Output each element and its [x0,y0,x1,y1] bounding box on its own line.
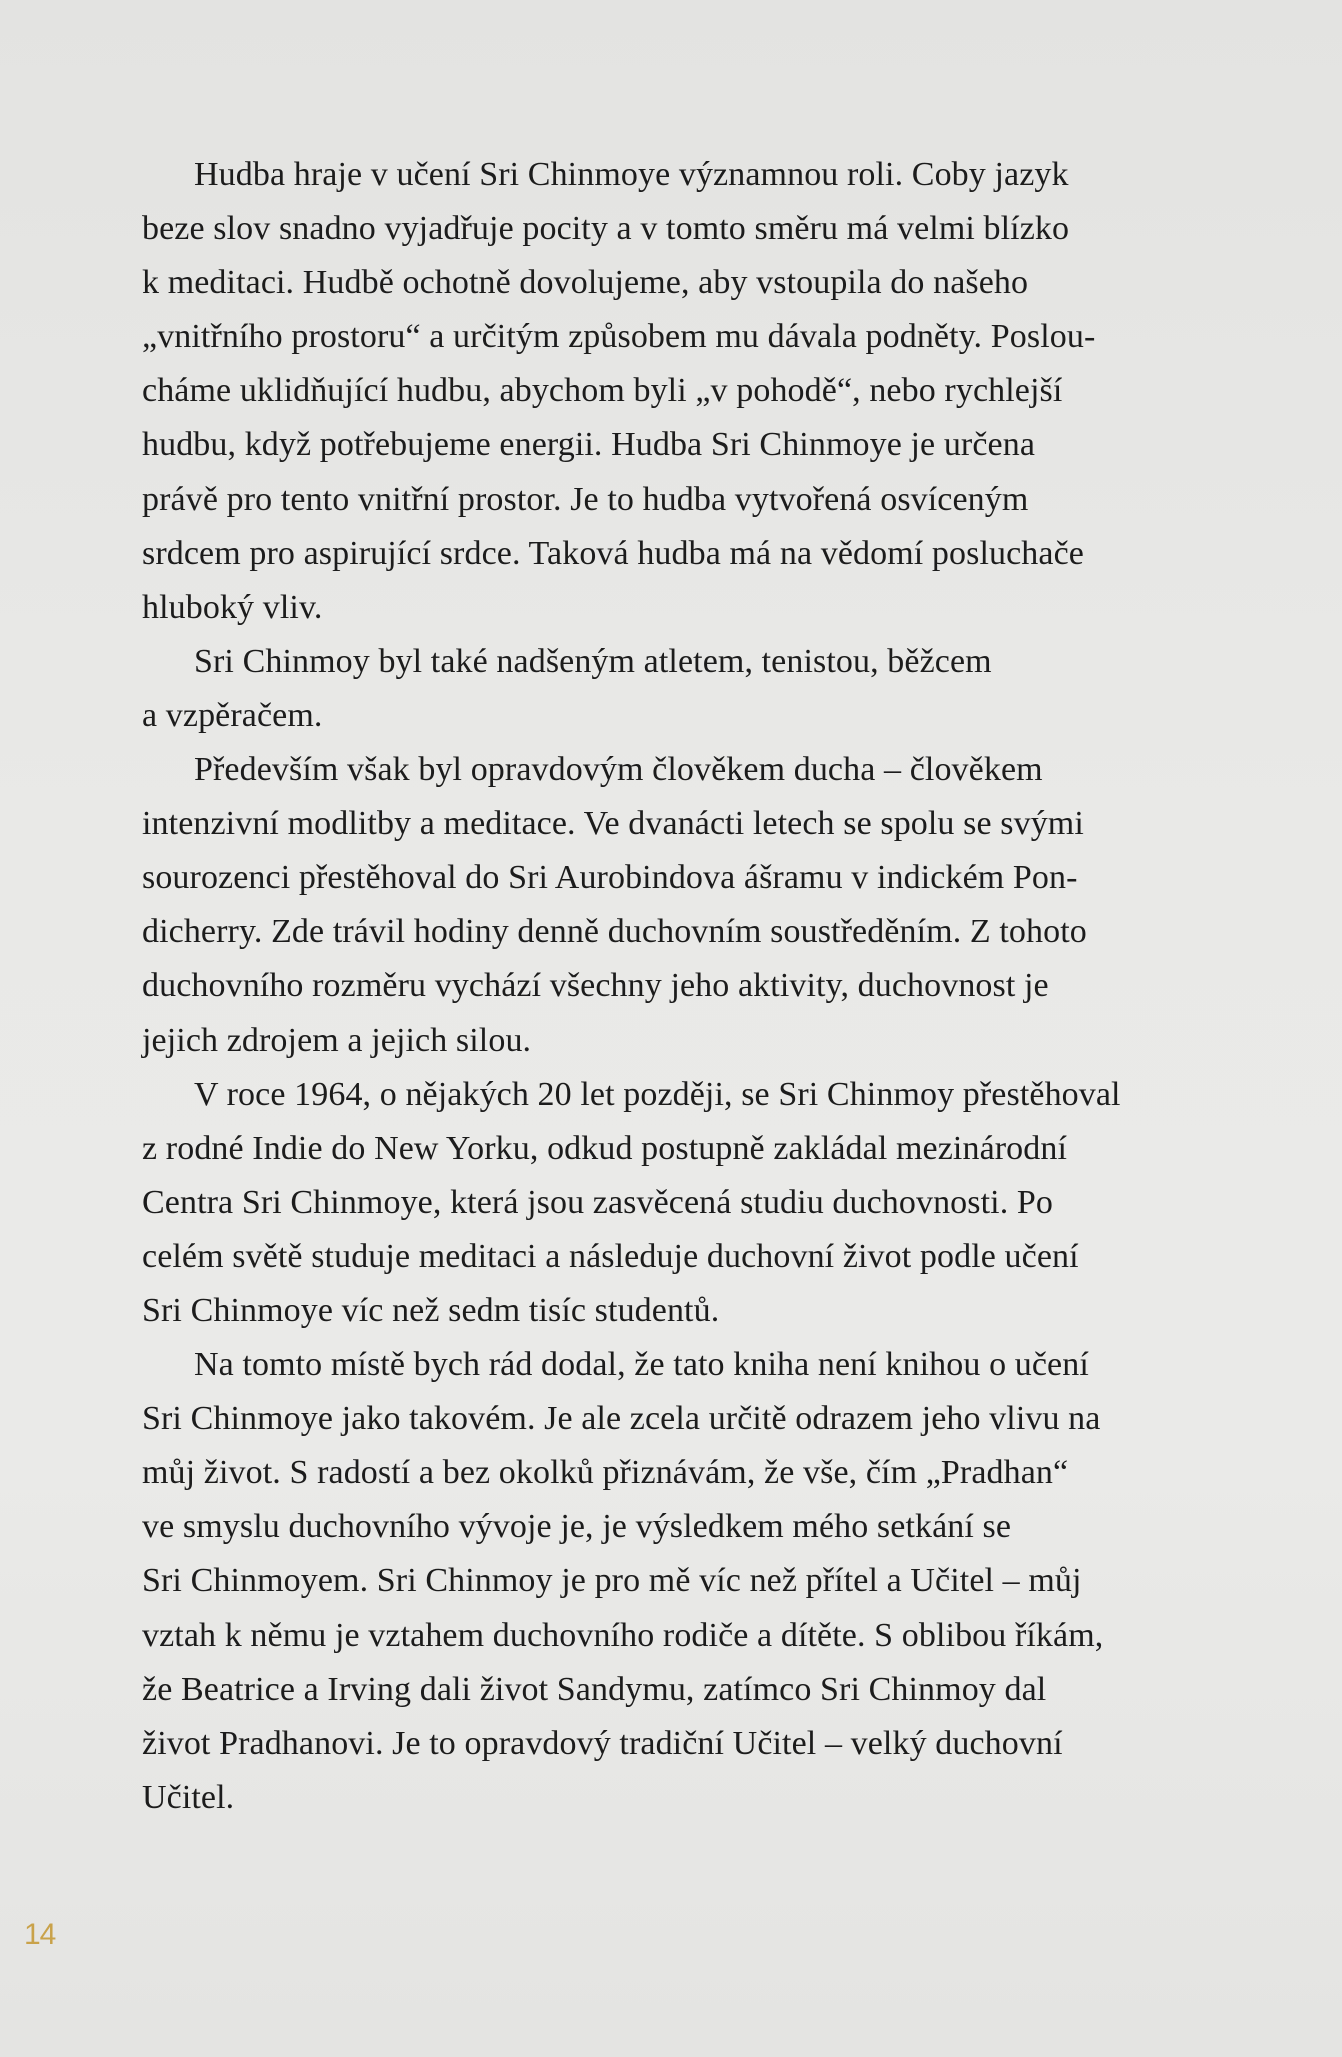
text-line: Učitel. [142,1778,235,1816]
text-line: beze slov snadno vyjadřuje pocity a v tomto směru má velmi blízko [142,210,1070,248]
text-line: Hudba hraje v učení Sri Chinmoye významnou roli. Coby jazyk [194,156,1069,193]
text-line: Centra Sri Chinmoye, která jsou zasvěcená studiu duchovnosti. Po [142,1183,1054,1221]
text-line: celém světě studuje meditaci a následuje duchovní život podle učení [142,1237,1079,1275]
text-line: život Pradhanovi. Je to opravdový tradiční Učitel – velký duchovní [142,1724,1063,1762]
text-line: právě pro tento vnitřní prostor. Je to hudba vytvořená osvíceným [142,480,1029,518]
paragraph-athlete [142,635,1272,743]
text-line: Sri Chinmoy byl také nadšeným atletem, tenistou, běžcem [194,642,992,680]
body-text [142,148,1272,1825]
text-line: a vzpěračem. [142,696,323,734]
text-line: Na tomto místě bych rád dodal, že tato kniha není knihou o učení [194,1346,1089,1384]
text-line: Sri Chinmoye jako takovém. Je ale zcela určitě odrazem jeho vlivu na [142,1400,1101,1438]
text-line: srdcem pro aspirující srdce. Taková hudba má na vědomí posluchače [142,534,1084,572]
text-line: dicherry. Zde trávil hodiny denně duchovním soustředěním. Z tohoto [142,913,1087,951]
text-line: hudbu, když potřebujeme energii. Hudba Sri Chinmoye je určena [142,426,1036,464]
text-line: k meditaci. Hudbě ochotně dovolujeme, aby vstoupila do našeho [142,264,1029,302]
paragraph-music [142,148,1272,635]
text-line: hluboký vliv. [142,588,323,626]
text-line: Sri Chinmoye víc než sedm tisíc studentů. [142,1291,720,1329]
text-line: z rodné Indie do New Yorku, odkud postupně zakládal mezinárodní [142,1129,1068,1167]
paragraph-spirit [142,743,1272,1068]
text-line: Sri Chinmoyem. Sri Chinmoy je pro mě víc než přítel a Učitel – můj [142,1562,1082,1600]
text-line: Především však byl opravdovým člověkem ducha – člověkem [194,751,1043,789]
text-line: intenzivní modlitby a meditace. Ve dvanácti letech se spolu se svými [142,805,1084,843]
text-line: že Beatrice a Irving dali život Sandymu, zatímco Sri Chinmoy dal [142,1670,1047,1708]
text-line: můj život. S radostí a bez okolků přiznávám, že vše, čím „Pradhan“ [142,1454,1069,1492]
text-line: V roce 1964, o nějakých 20 let později, se Sri Chinmoy přestěhoval [194,1075,1121,1113]
paragraph-new-york [142,1068,1272,1338]
paragraph-teacher [142,1338,1272,1825]
text-line: duchovního rozměru vychází všechny jeho aktivity, duchovnost je [142,967,1049,1005]
text-line: sourozenci přestěhoval do Sri Aurobindova ášramu v indickém Pon- [142,859,1078,897]
text-line: „vnitřního prostoru“ a určitým způsobem mu dávala podněty. Poslou- [142,318,1096,356]
text-line: ve smyslu duchovního vývoje je, je výsledkem mého setkání se [142,1508,1012,1546]
text-line: jejich zdrojem a jejich silou. [142,1021,532,1059]
text-line: vztah k němu je vztahem duchovního rodiče a dítěte. S oblibou říkám, [142,1616,1104,1654]
page-number: 14 [24,1918,56,1951]
text-line: cháme uklidňující hudbu, abychom byli „v pohodě“, nebo rychlejší [142,372,1063,410]
